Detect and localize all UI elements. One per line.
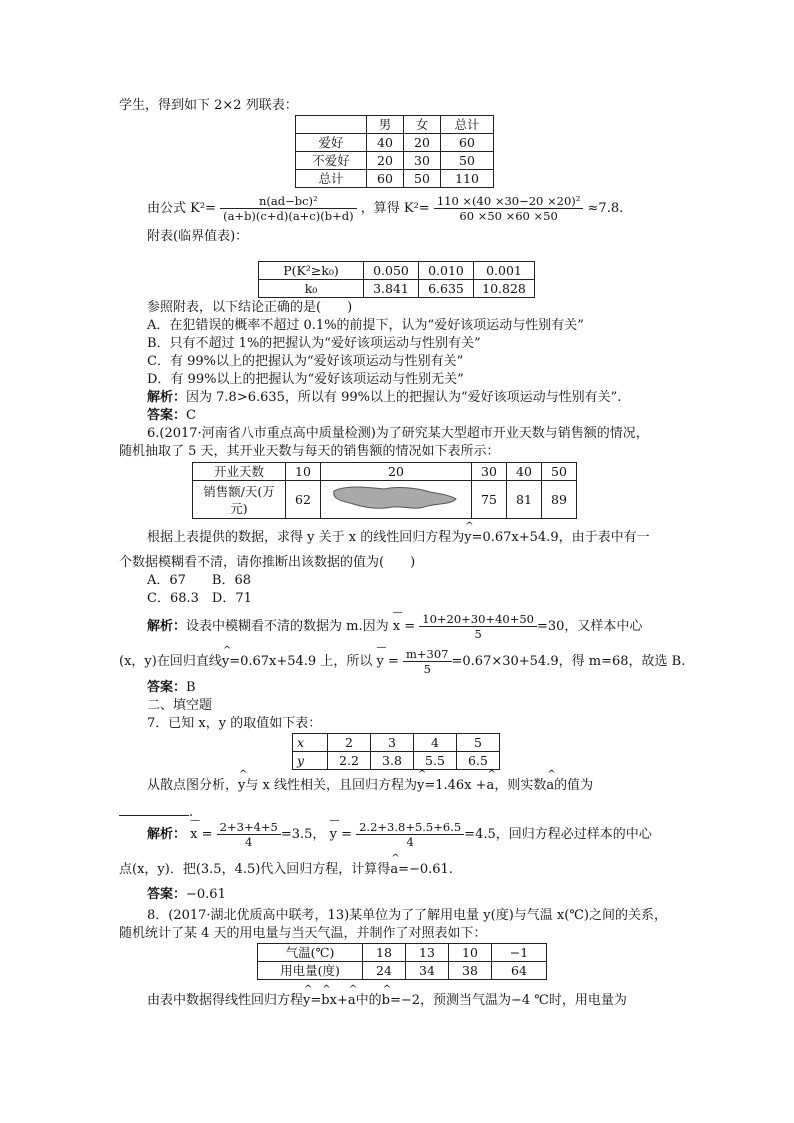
y-hat: ^ y <box>303 993 310 1009</box>
q7-answer <box>147 887 226 903</box>
fraction-numerator: n(ad−bc)² <box>220 194 356 209</box>
b-hat: ^ b <box>382 993 390 1009</box>
analysis-label: 解析： <box>147 390 187 405</box>
fraction-denominator: 5 <box>474 627 482 641</box>
text: =−0.61. <box>398 862 453 877</box>
table-cell: 38 <box>449 962 492 980</box>
text: =0.67×30+54.9，得 m=68，故选 B. <box>451 654 686 669</box>
q7-line1 <box>147 778 593 794</box>
blurred-cell <box>321 481 472 519</box>
intro-text: 学生，得到如下 2×2 列联表： <box>119 98 298 113</box>
text: 中的 <box>355 993 382 1008</box>
text: 从散点图分析， <box>147 778 239 793</box>
table-cell: 24 <box>363 962 406 980</box>
fraction-numerator: 2.2+3.8+5.5+6.5 <box>356 820 464 835</box>
y-hat: ^ y <box>464 530 471 546</box>
table-cell: 10 <box>449 944 492 962</box>
q6-analysis-2: (x，y)在回归直线^ y=0.67x+54.9 上，所以 — y = $\frac{m+307}{5}$ =0.67×30+54.9，得 m=68，故选 B. <box>119 647 685 677</box>
q6-line3 <box>147 530 650 546</box>
a-hat: ^ a <box>487 778 495 794</box>
formula-fraction <box>220 194 356 223</box>
text: =3.5， <box>280 827 326 842</box>
fraction-numerator: 110 ×(40 ×30−20 ×20)² <box>434 194 584 209</box>
table-cell: 男 <box>367 116 404 134</box>
text: x+ <box>329 993 348 1008</box>
table-cell: 81 <box>507 481 542 519</box>
table-cell: 开业天数 <box>193 463 286 481</box>
answer-label: 答案： <box>147 680 187 695</box>
table-cell: 6.5 <box>457 752 500 770</box>
table-cell: 4 <box>414 734 457 752</box>
q7-stem: 7．已知 x，y 的取值如下表： <box>147 716 322 731</box>
analysis-text: 因为 7.8>6.635，所以有 99%以上的把握认为“爱好该项运动与性别有关”. <box>186 390 622 405</box>
table-cell: 50 <box>441 152 494 170</box>
temperature-table <box>257 943 547 980</box>
text: 与 x 线性相关，且回归方程为 <box>245 778 417 793</box>
y-bar: — y <box>376 647 383 677</box>
table-cell: 3.8 <box>371 752 414 770</box>
table-cell: 13 <box>406 944 449 962</box>
text: 点(x，y)．把(3.5，4.5)代入回归方程，计算得 <box>119 862 391 877</box>
table-cell: k₀ <box>259 280 364 298</box>
q8-line2: 随机统计了某 4 天的用电量与当天气温，并制作了对照表如下： <box>119 926 487 941</box>
text: (x，y)在回归直线 <box>119 654 222 669</box>
table-cell: 20 <box>321 463 472 481</box>
table-cell: 30 <box>404 152 441 170</box>
table-cell: 不爱好 <box>296 152 367 170</box>
q6-line4: 个数据模糊看不清，请你推断出该数据的值为( ) <box>119 555 416 570</box>
q5-answer <box>147 408 196 424</box>
fraction-numerator: m+307 <box>403 647 452 662</box>
table-cell: 3 <box>371 734 414 752</box>
table-cell: 总计 <box>441 116 494 134</box>
text: 根据上表提供的数据，求得 y 关于 x 的线性回归方程为 <box>147 530 465 545</box>
table-cell: 女 <box>404 116 441 134</box>
q5-option-a: A．在犯错误的概率不超过 0.1%的前提下，认为“爱好该项运动与性别有关” <box>147 318 584 333</box>
table-cell: 110 <box>441 170 494 188</box>
table-cell: 气温(℃) <box>258 944 363 962</box>
x-bar: — x <box>190 820 197 850</box>
q6-line1: 6.(2017·河南省八市重点高中质量检测)为了研究某大型超市开业天数与销售额的情况， <box>147 426 649 441</box>
table-cell: 18 <box>363 944 406 962</box>
table-cell: 10 <box>286 463 321 481</box>
y-hat: ^ y <box>222 647 229 677</box>
q7-answer-blank: . <box>119 803 193 821</box>
table-cell: 3.841 <box>364 280 419 298</box>
q7-analysis-2 <box>119 862 453 878</box>
table-cell: 用电量(度) <box>258 962 363 980</box>
table-cell: 34 <box>406 962 449 980</box>
table-cell: 40 <box>507 463 542 481</box>
text: =−2，预测当气温为−4 ℃时，用电量为 <box>389 993 627 1008</box>
table-cell: 0.001 <box>474 262 535 280</box>
q7-analysis: 解析： — x = $\frac{2+3+4+5}{4}$ =3.5， — y = $\frac{2.2+3.8+5.5+6.5}{4}$ =4.5，回归方程必过样本的中心 <box>147 820 652 850</box>
a-hat: ^ a <box>348 993 356 1009</box>
fraction <box>419 612 537 641</box>
table-cell: 5 <box>457 734 500 752</box>
fill-blank[interactable] <box>119 803 189 816</box>
table-cell: P(K²≥k₀) <box>259 262 364 280</box>
xy-table <box>292 733 500 770</box>
table-cell: 6.635 <box>419 280 474 298</box>
text: 的值为 <box>554 778 594 793</box>
q8-line3 <box>147 993 627 1009</box>
formula-prefix: 由公式 K²= <box>147 201 216 216</box>
text: 设表中模糊看不清的数据为 m.因为 <box>186 619 389 634</box>
table-cell: 2.2 <box>328 752 371 770</box>
table-cell: 0.050 <box>364 262 419 280</box>
table-cell: 62 <box>286 481 321 519</box>
a-hat: ^ a <box>546 778 554 794</box>
text: 由表中数据得线性回归方程 <box>147 993 304 1008</box>
table-cell: x <box>293 734 328 752</box>
table-cell: 50 <box>542 463 577 481</box>
answer-label: 答案： <box>147 408 187 423</box>
answer-text: −0.61 <box>186 887 226 902</box>
text: =1.46x + <box>424 778 487 793</box>
section-title: 二、填空题 <box>147 698 213 713</box>
critical-value-table <box>258 261 535 298</box>
b-hat: ^ b <box>321 993 329 1009</box>
formula-mid: ，算得 K²= <box>360 201 430 216</box>
contingency-table <box>295 115 494 188</box>
table-cell: 40 <box>367 134 404 152</box>
table-cell: 10.828 <box>474 280 535 298</box>
sales-table <box>192 462 577 519</box>
analysis-label: 解析： <box>147 619 187 634</box>
k2-formula <box>147 192 623 226</box>
fraction-denominator: 4 <box>406 835 414 849</box>
q6-options-cd: C．68.3 D．71 <box>147 591 252 606</box>
answer-text: B <box>186 680 196 695</box>
table-cell: 60 <box>441 134 494 152</box>
y-bar: — y <box>330 820 337 850</box>
table-cell: 50 <box>404 170 441 188</box>
ink-blot-icon <box>326 483 466 513</box>
q5-analysis <box>147 390 621 406</box>
q5-option-d: D．有 99%以上的把握认为“爱好该项运动与性别无关” <box>147 372 464 387</box>
table-cell: 5.5 <box>414 752 457 770</box>
table-cell: −1 <box>492 944 547 962</box>
text: =0.67x+54.9 上，所以 <box>229 654 373 669</box>
table-cell: 60 <box>367 170 404 188</box>
answer-text: C <box>186 408 196 423</box>
text: =0.67x+54.9，由于表中有一 <box>471 530 650 545</box>
q6-line2: 随机抽取了 5 天，其开业天数与每天的销售额的情况如下表所示： <box>119 444 500 459</box>
q5-option-b: B．只有不超过 1%的把握认为“爱好该项运动与性别有关” <box>147 336 481 351</box>
table-cell: 89 <box>542 481 577 519</box>
table-cell: 20 <box>404 134 441 152</box>
table-cell: 爱好 <box>296 134 367 152</box>
table-cell: 75 <box>472 481 507 519</box>
table-cell: 0.010 <box>419 262 474 280</box>
fraction-denominator: 4 <box>245 835 253 849</box>
x-bar: — x <box>393 612 400 642</box>
fraction-denominator: (a+b)(c+d)(a+c)(b+d) <box>223 209 354 223</box>
fraction-numerator: 10+20+30+40+50 <box>419 612 537 627</box>
table-cell: 销售额/天(万元) <box>193 481 286 519</box>
table-cell: 总计 <box>296 170 367 188</box>
table-cell <box>296 116 367 134</box>
answer-label: 答案： <box>147 887 187 902</box>
q5-stem: 参照附表，以下结论正确的是( ) <box>147 300 353 315</box>
fraction <box>403 647 452 676</box>
text: =4.5，回归方程必过样本的中心 <box>464 827 652 842</box>
text: ，则实数 <box>494 778 547 793</box>
fraction <box>356 820 464 849</box>
table-cell: 20 <box>367 152 404 170</box>
a-hat: ^ a <box>390 862 398 878</box>
fraction-denominator: 60 ×50 ×60 ×50 <box>459 209 558 223</box>
table-cell: 64 <box>492 962 547 980</box>
formula-fraction-2 <box>434 194 584 223</box>
q8-line1: 8．(2017·湖北优质高中联考，13)某单位为了了解用电量 y(度)与气温 x(℃)之间的关系， <box>147 908 667 923</box>
text: =30，又样本中心 <box>536 619 643 634</box>
fraction-numerator: 2+3+4+5 <box>217 820 281 835</box>
analysis-label: 解析： <box>147 827 187 842</box>
q6-analysis-1: 解析：设表中模糊看不清的数据为 m.因为 — x = $\frac{10+20+30+40+50}{5}$ =30，又样本中心 <box>147 612 642 642</box>
text: = <box>310 993 322 1008</box>
fraction-denominator: 5 <box>423 662 431 676</box>
y-hat: ^ y <box>238 778 245 794</box>
fraction <box>217 820 281 849</box>
table-cell: 2 <box>328 734 371 752</box>
y-hat: ^ y <box>417 778 424 794</box>
q6-answer <box>147 680 196 696</box>
formula-result: ≈7.8. <box>587 201 624 216</box>
table-cell: y <box>293 752 328 770</box>
appendix-label: 附表(临界值表)： <box>147 229 249 244</box>
table-cell: 30 <box>472 463 507 481</box>
q5-option-c: C．有 99%以上的把握认为“爱好该项运动与性别有关” <box>147 354 464 369</box>
q6-options-ab: A．67 B．68 <box>147 573 252 588</box>
